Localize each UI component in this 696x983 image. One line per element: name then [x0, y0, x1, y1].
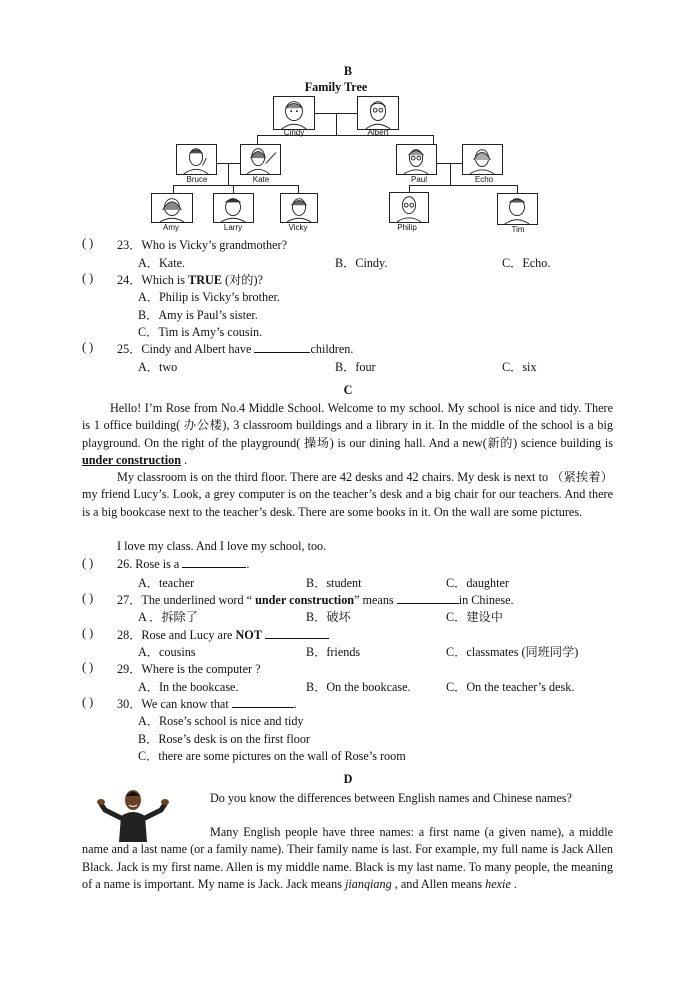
q27-option-c[interactable]: C．建设中	[446, 610, 503, 624]
label-larry: Larry	[223, 223, 243, 232]
bruce-portrait	[176, 144, 217, 175]
q25-option-b[interactable]: B．four	[335, 360, 376, 374]
q25-text-post: children.	[310, 342, 354, 356]
question-23: 23．Who is Vicky’s grandmother?	[117, 238, 287, 252]
answer-blank-23[interactable]: ( )	[82, 236, 94, 250]
q26-option-c[interactable]: C．daughter	[446, 576, 509, 590]
passage-c-paragraph-2: My classroom is on the third floor. There are 42 desks and 42 chairs. My desk is next to （紧挨着） my friend Lucy’s. Look, a grey computer is on the teacher’s desk and a big chair for our teachers. And there is a big bookcase next to the teacher’s desk. There are some books in it. On the wall are some pictures.	[82, 470, 613, 519]
answer-blank-24[interactable]: ( )	[82, 271, 94, 285]
question-26	[117, 556, 249, 572]
larry-portrait	[213, 193, 254, 223]
q29-option-c[interactable]: C．On the teacher’s desk.	[446, 680, 575, 694]
answer-blank-30[interactable]: ( )	[82, 695, 94, 709]
passage-c-paragraph-3: I love my class. And I love my school, too.	[117, 539, 327, 553]
label-amy: Amy	[163, 223, 179, 232]
q26-fill-blank[interactable]	[182, 556, 246, 568]
kate-portrait	[240, 144, 281, 175]
d-p1-mid: , and Allen means	[391, 876, 486, 891]
q28-option-c[interactable]: C．classmates (同班同学)	[446, 645, 579, 659]
q27-text-pre: 27．The underlined word “	[117, 593, 256, 607]
q27-text-bold: under construction	[255, 593, 355, 607]
tree-line	[336, 113, 337, 135]
q25-option-a[interactable]: A．two	[138, 360, 178, 374]
q26-option-a[interactable]: A．teacher	[138, 576, 195, 590]
label-albert: Albert	[367, 128, 389, 137]
label-cindy: Cindy	[283, 128, 305, 137]
q30-option-c[interactable]: C．there are some pictures on the wall of Rose’s room	[138, 749, 406, 763]
q30-text-post: .	[293, 697, 297, 711]
label-tim: Tim	[511, 225, 525, 234]
question-29: 29．Where is the computer ?	[117, 662, 261, 676]
tree-line	[173, 185, 299, 186]
q24-text-pre: 24．Which is	[117, 273, 189, 287]
q23-option-c[interactable]: C．Echo.	[502, 256, 551, 270]
q26-option-b[interactable]: B．student	[306, 576, 362, 590]
question-27	[117, 591, 514, 608]
tree-line	[228, 163, 229, 185]
question-28	[117, 626, 329, 643]
q24-option-a[interactable]: A．Philip is Vicky’s brother.	[138, 290, 280, 304]
q25-option-c[interactable]: C．six	[502, 360, 537, 374]
answer-blank-25[interactable]: ( )	[82, 340, 94, 354]
q24-option-b[interactable]: B．Amy is Paul’s sister.	[138, 308, 258, 322]
q28-option-b[interactable]: B．friends	[306, 645, 361, 659]
tree-line	[173, 185, 174, 193]
q30-text-pre: 30．We can know that	[117, 697, 232, 711]
q29-option-b[interactable]: B．On the bookcase.	[306, 680, 411, 694]
d-p1-italic-2: hexie	[485, 876, 511, 891]
q24-text-post: (对的)?	[221, 273, 263, 287]
tree-line	[517, 185, 518, 193]
q28-text-pre: 28．Rose and Lucy are	[117, 628, 236, 642]
question-24	[117, 271, 263, 288]
passage-c-paragraph-1	[82, 400, 613, 469]
section-b-letter: B	[343, 64, 353, 78]
q23-option-a[interactable]: A．Kate.	[138, 256, 186, 270]
passage-d-paragraph-1	[82, 824, 613, 893]
amy-portrait	[151, 193, 193, 223]
label-vicky: Vicky	[288, 223, 308, 232]
answer-blank-28[interactable]: ( )	[82, 626, 94, 640]
p1-text: Hello! I’m Rose from No.4 Middle School. Welcome to my school. My school is nice and tidy. There is 1 office building( 办公楼), 3 classroom buildings and a library in it. In the middle of the school is a big playground. On the right of the playground( 操场) is our dining hall. And a new(新的) science building is	[82, 401, 613, 450]
albert-portrait	[357, 96, 399, 130]
q24-option-c[interactable]: C．Tim is Amy’s cousin.	[138, 325, 263, 339]
q28-text-bold: NOT	[235, 628, 262, 642]
answer-blank-29[interactable]: ( )	[82, 660, 94, 674]
question-30	[117, 695, 297, 712]
label-kate: Kate	[252, 175, 270, 184]
answer-blank-27[interactable]: ( )	[82, 591, 94, 605]
echo-portrait	[462, 144, 503, 175]
q26-text-post: .	[246, 557, 250, 571]
underlined-phrase: under construction	[82, 452, 181, 467]
q27-text-post: in Chinese.	[458, 593, 514, 607]
tree-line	[298, 185, 299, 193]
q30-option-a[interactable]: A．Rose’s school is nice and tidy	[138, 714, 304, 728]
label-echo: Echo	[474, 175, 494, 184]
q28-option-a[interactable]: A．cousins	[138, 645, 196, 659]
tree-line	[233, 185, 234, 193]
vicky-portrait	[280, 193, 318, 223]
family-tree-title: Family Tree	[304, 80, 368, 94]
answer-blank-26[interactable]: ( )	[82, 556, 94, 570]
label-bruce: Bruce	[186, 175, 208, 184]
q26-text-pre: 26. Rose is a	[117, 557, 183, 571]
philip-portrait	[389, 192, 429, 223]
q28-fill-blank[interactable]	[265, 627, 329, 639]
tree-line	[450, 163, 451, 185]
label-paul: Paul	[410, 175, 427, 184]
q30-option-b[interactable]: B．Rose’s desk is on the first floor	[138, 732, 310, 746]
d-p1-italic-1: jianqiang	[344, 876, 392, 891]
p1-end: .	[180, 452, 188, 467]
q30-fill-blank[interactable]	[232, 696, 294, 708]
section-d-letter: D	[343, 772, 353, 786]
q29-option-a[interactable]: A．In the bookcase.	[138, 680, 239, 694]
cindy-portrait	[273, 96, 315, 130]
question-25	[117, 340, 353, 357]
d-p1-text: Many English people have three names: a first name (a given name), a middle name and a last name (or a family name). Their family name is last. For example, my full name is Jack Allen Black. Jack is my first name. Allen is my middle name. Black is my last name. To many people, the meaning of a name is important. My name is Jack. Jack means	[82, 825, 613, 891]
passage-d-intro: Do you know the differences between English names and Chinese names?	[210, 791, 572, 805]
section-c-letter: C	[343, 383, 353, 397]
q27-text-mid: ” means	[354, 593, 397, 607]
q25-text-pre: 25．Cindy and Albert have	[117, 342, 255, 356]
q23-option-b[interactable]: B．Cindy.	[335, 256, 388, 270]
q24-text-bold: TRUE	[188, 273, 222, 287]
d-p1-end: .	[510, 876, 517, 891]
tim-portrait	[497, 193, 538, 225]
q25-fill-blank[interactable]	[254, 341, 310, 353]
label-philip: Philip	[397, 223, 417, 232]
q27-option-b[interactable]: B．破坏	[306, 610, 351, 624]
q27-option-a[interactable]: A ．拆除了	[138, 610, 198, 624]
tree-line	[409, 185, 518, 186]
q27-fill-blank[interactable]	[397, 592, 459, 604]
paul-portrait	[396, 144, 437, 175]
